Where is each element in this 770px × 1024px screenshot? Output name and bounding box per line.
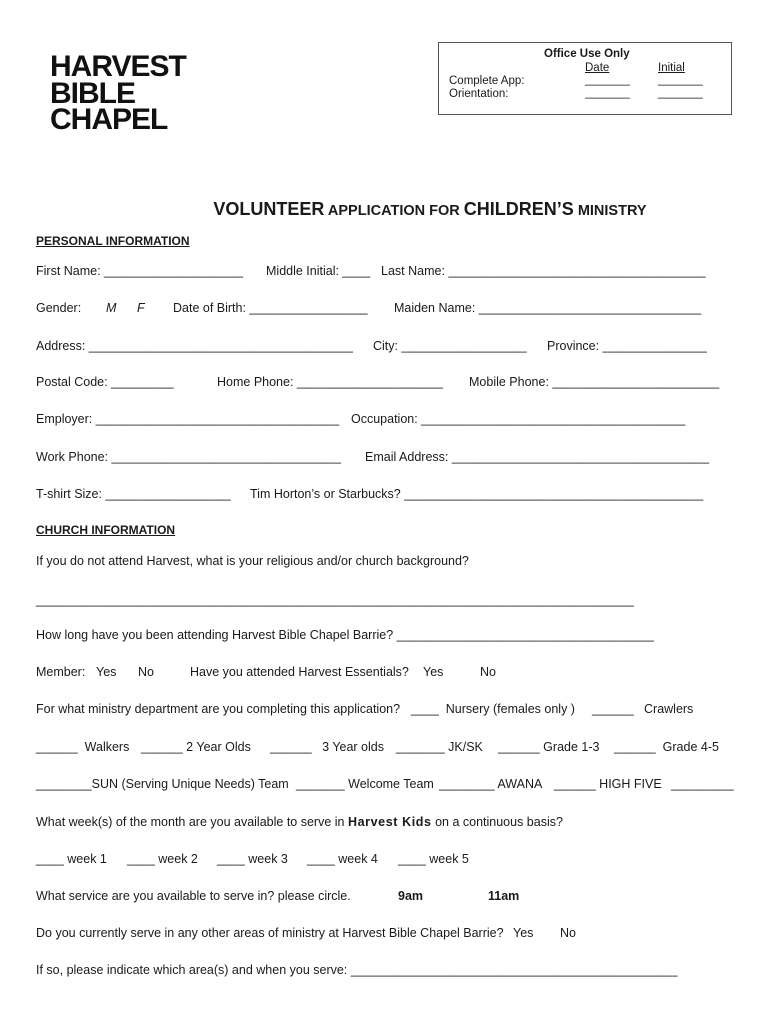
office-initial-header: Initial xyxy=(658,62,685,74)
office-date-header: Date xyxy=(585,62,610,74)
page-title xyxy=(0,199,770,220)
last-name-field[interactable]: Last Name: _____________________________________ xyxy=(381,264,706,278)
week-3-option[interactable]: ____ week 3 xyxy=(217,852,288,866)
crawlers-label: Crawlers xyxy=(644,702,694,716)
church-info-heading: CHURCH INFORMATION xyxy=(36,523,176,537)
welcome-team-option[interactable]: _______ Welcome Team xyxy=(296,777,434,791)
date-of-birth-field[interactable]: Date of Birth: _________________ xyxy=(173,301,368,315)
logo-line-1: HARVEST xyxy=(50,50,186,83)
week-4-option[interactable]: ____ week 4 xyxy=(307,852,378,866)
background-answer-line[interactable]: ______________________________________________________________________________________ xyxy=(36,593,634,607)
harvest-bible-chapel-logo xyxy=(50,50,186,136)
office-complete-app-label: Complete App: xyxy=(449,75,525,87)
logo-line-2: BIBLE xyxy=(50,76,135,110)
office-initial-blank-1[interactable]: _______ xyxy=(658,74,703,86)
high-five-option[interactable]: ______ HIGH FIVE xyxy=(554,777,662,791)
address-field[interactable]: Address: ______________________________________ xyxy=(36,339,353,353)
three-year-olds-option[interactable]: ______ 3 Year olds xyxy=(270,740,384,754)
weeks-question xyxy=(36,816,563,829)
background-question: If you do not attend Harvest, what is your religious and/or church background? xyxy=(36,554,469,568)
office-orientation-label: Orientation: xyxy=(449,88,509,100)
member-label: Member: xyxy=(36,665,86,679)
grade-4-5-option[interactable]: ______ Grade 4-5 xyxy=(614,740,719,754)
office-initial-blank-2[interactable]: _______ xyxy=(658,87,703,99)
awana-option[interactable]: ________ AWANA xyxy=(439,777,543,791)
essentials-yes-option[interactable]: Yes xyxy=(423,665,444,679)
first-name-field[interactable]: First Name: ____________________ xyxy=(36,264,244,278)
other-ministry-no-option[interactable]: No xyxy=(560,926,576,940)
postal-code-field[interactable]: Postal Code: _________ xyxy=(36,375,174,389)
tims-or-starbucks-field[interactable]: Tim Horton’s or Starbucks? ___________________________________________ xyxy=(250,487,704,501)
maiden-name-field[interactable]: Maiden Name: ________________________________ xyxy=(394,301,702,315)
essentials-question: Have you attended Harvest Essentials? xyxy=(190,665,409,679)
crawlers-blank[interactable]: ______ xyxy=(592,702,634,716)
two-year-olds-option[interactable]: ______ 2 Year Olds xyxy=(141,740,251,754)
office-date-blank-2[interactable]: _______ xyxy=(585,87,630,99)
title-volunteer: VOLUNTEER xyxy=(213,199,325,219)
gender-option-m[interactable]: M xyxy=(106,301,117,315)
middle-initial-field[interactable]: Middle Initial: ____ xyxy=(266,264,371,278)
office-use-title: Office Use Only xyxy=(544,48,630,60)
home-phone-field[interactable]: Home Phone: _____________________ xyxy=(217,375,443,389)
member-yes-option[interactable]: Yes xyxy=(96,665,117,679)
title-ministry: MINISTRY xyxy=(573,203,647,219)
weeks-question-harvest-kids: Harvest Kids xyxy=(347,815,432,829)
title-childrens: CHILDREN’S xyxy=(463,199,574,219)
tshirt-size-field[interactable]: T-shirt Size: __________________ xyxy=(36,487,231,501)
title-application-for: APPLICATION FOR xyxy=(324,203,464,219)
service-question: What service are you available to serve in? please circle. xyxy=(36,889,351,903)
walkers-option[interactable]: ______ Walkers xyxy=(36,740,130,754)
gender-option-f[interactable]: F xyxy=(137,301,145,315)
occupation-field[interactable]: Occupation: ______________________________________ xyxy=(351,412,686,426)
gender-label: Gender: xyxy=(36,301,82,315)
weeks-question-c: on a continuous basis? xyxy=(431,815,563,829)
email-address-field[interactable]: Email Address: _____________________________________ xyxy=(365,450,710,464)
nursery-option[interactable]: ____ Nursery (females only ) xyxy=(411,702,575,716)
mobile-phone-field[interactable]: Mobile Phone: ________________________ xyxy=(469,375,720,389)
sun-team-option[interactable]: ________SUN (Serving Unique Needs) Team xyxy=(36,777,289,791)
grade-1-3-option[interactable]: ______ Grade 1-3 xyxy=(498,740,600,754)
high-five-trailing-blank[interactable]: _________ xyxy=(671,777,734,791)
weeks-question-a: What week(s) of the month are you available to serve in xyxy=(36,815,348,829)
service-9am-option[interactable]: 9am xyxy=(398,889,424,903)
member-no-option[interactable]: No xyxy=(138,665,154,679)
office-date-blank-1[interactable]: _______ xyxy=(585,74,630,86)
personal-info-heading: PERSONAL INFORMATION xyxy=(36,234,190,248)
service-11am-option[interactable]: 11am xyxy=(488,889,520,903)
week-2-option[interactable]: ____ week 2 xyxy=(127,852,198,866)
work-phone-field[interactable]: Work Phone: _________________________________ xyxy=(36,450,341,464)
week-1-option[interactable]: ____ week 1 xyxy=(36,852,107,866)
province-field[interactable]: Province: _______________ xyxy=(547,339,707,353)
city-field[interactable]: City: __________________ xyxy=(373,339,527,353)
week-5-option[interactable]: ____ week 5 xyxy=(398,852,469,866)
other-ministry-yes-option[interactable]: Yes xyxy=(513,926,534,940)
other-ministry-question: Do you currently serve in any other areas of ministry at Harvest Bible Chapel Barrie? xyxy=(36,926,504,940)
indicate-areas-field[interactable]: If so, please indicate which area(s) and when you serve: _______________________________________________ xyxy=(36,963,678,977)
essentials-no-option[interactable]: No xyxy=(480,665,496,679)
jk-sk-option[interactable]: _______ JK/SK xyxy=(396,740,483,754)
logo-line-3: CHAPEL xyxy=(50,103,168,136)
how-long-attending-field[interactable]: How long have you been attending Harvest Bible Chapel Barrie? _____________________________________ xyxy=(36,628,654,642)
employer-field[interactable]: Employer: ___________________________________ xyxy=(36,412,340,426)
department-question: For what ministry department are you completing this application? xyxy=(36,702,401,716)
office-use-box xyxy=(438,42,732,115)
